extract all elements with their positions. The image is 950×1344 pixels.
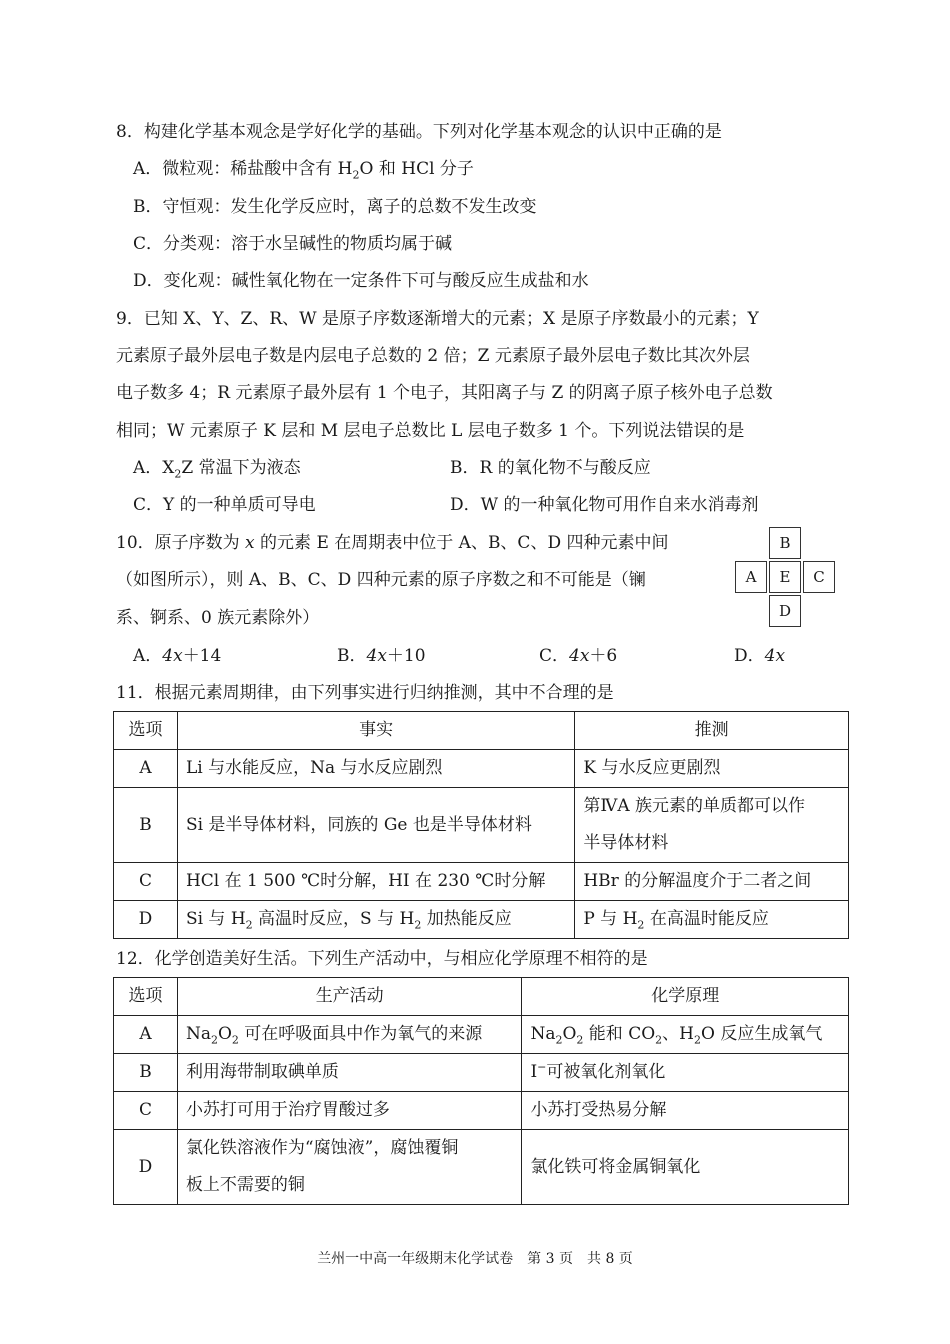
table-row — [114, 863, 849, 901]
header-inference: 推测 — [575, 712, 849, 750]
q10-option-c: C．4x＋6 — [539, 646, 618, 666]
q11-stem: 11．根据元素周期律，由下列事实进行归纳推测，其中不合理的是 — [116, 683, 614, 703]
row-fact: Si 是半导体材料，同族的 Ge 也是半导体材料 — [177, 788, 574, 863]
row-principle: $Na_2O_2$ 能和 $CO_2$、$H_2O$ 反应生成氧气 — [522, 1016, 849, 1054]
row-fact: HCl 在 1 500 ℃时分解，HI 在 230 ℃时分解 — [177, 863, 574, 901]
periodic-position-diagram — [733, 527, 837, 629]
row-inference: HBr 的分解温度介于二者之间 — [575, 863, 849, 901]
page-footer: 兰州一中高一年级期末化学试卷 第 3 页 共 8 页 — [317, 1251, 633, 1267]
header-principle: 化学原理 — [522, 978, 849, 1016]
row-activity: 氯化铁溶液作为“腐蚀液”，腐蚀覆铜 板上不需要的铜 — [177, 1130, 522, 1205]
q10-stem-line2: （如图所示），则 A、B、C、D 四种元素的原子序数之和不可能是（镧 — [116, 570, 646, 590]
table-row — [114, 1016, 849, 1054]
row-option: A — [114, 1016, 178, 1054]
q9-option-c: C．Y 的一种单质可导电 — [133, 495, 316, 515]
q8-option-c: C．分类观：溶于水呈碱性的物质均属于碱 — [133, 234, 453, 254]
q12-table — [113, 977, 849, 1205]
q10-stem-line1: 10．原子序数为 x 的元素 E 在周期表中位于 A、B、C、D 四种元素中间 — [116, 533, 669, 553]
table-row — [114, 1054, 849, 1092]
q8-option-a: A．微粒观：稀盐酸中含有 $H_2O$ 和 HCl 分子 — [133, 159, 474, 182]
row-inference: 第ⅣA 族元素的单质都可以作 半导体材料 — [575, 788, 849, 863]
q12-stem: 12．化学创造美好生活。下列生产活动中，与相应化学原理不相符的是 — [116, 949, 648, 969]
q8-stem: 8．构建化学基本观念是学好化学的基础。下列对化学基本观念的认识中正确的是 — [116, 122, 722, 142]
row-option: A — [114, 750, 178, 788]
q9-stem-line: 相同；W 元素原子 K 层和 M 层电子总数比 L 层电子数多 1 个。下列说法错误的是 — [116, 421, 745, 441]
row-inference: K 与水反应更剧烈 — [575, 750, 849, 788]
table-row — [114, 788, 849, 863]
table-header-row — [114, 712, 849, 750]
diagram-cell-a: A — [735, 561, 767, 593]
diagram-cell-b: B — [769, 527, 801, 559]
table-header-row — [114, 978, 849, 1016]
row-activity: $Na_2O_2$ 可在呼吸面具中作为氧气的来源 — [177, 1016, 522, 1054]
q8-option-d: D．变化观：碱性氧化物在一定条件下可与酸反应生成盐和水 — [133, 271, 589, 291]
q9-stem-line: 电子数多 4；R 元素原子最外层有 1 个电子，其阳离子与 Z 的阴离子原子核外电子总数 — [116, 383, 773, 403]
q9-option-a: A．$X_2Z$ 常温下为液态 — [133, 458, 301, 481]
row-activity: 利用海带制取碘单质 — [177, 1054, 522, 1092]
row-option: B — [114, 1054, 178, 1092]
q10-stem-line3: 系、锕系、0 族元素除外） — [116, 608, 320, 628]
table-row — [114, 750, 849, 788]
row-option: D — [114, 901, 178, 939]
row-option: B — [114, 788, 178, 863]
diagram-cell-c: C — [803, 561, 835, 593]
row-fact: Li 与水能反应，Na 与水反应剧烈 — [177, 750, 574, 788]
row-option: C — [114, 1092, 178, 1130]
q10-option-b: B．4x＋10 — [337, 646, 426, 666]
row-fact: Si 与 $H_2$ 高温时反应，S 与 $H_2$ 加热能反应 — [177, 901, 574, 939]
header-option: 选项 — [114, 978, 178, 1016]
diagram-cell-e: E — [769, 561, 801, 593]
q9-stem-line: 元素原子最外层电子数是内层电子总数的 2 倍；Z 元素原子最外层电子数比其次外层 — [116, 346, 750, 366]
q9-option-d: D．W 的一种氧化物可用作自来水消毒剂 — [450, 495, 759, 515]
diagram-cell-d: D — [769, 595, 801, 627]
q9-option-b: B．R 的氧化物不与酸反应 — [450, 458, 651, 478]
table-row — [114, 1130, 849, 1205]
table-row — [114, 901, 849, 939]
q9-stem-line: 9．已知 X、Y、Z、R、W 是原子序数逐渐增大的元素；X 是原子序数最小的元素；Y — [116, 309, 759, 329]
table-row — [114, 1092, 849, 1130]
row-principle: 小苏打受热易分解 — [522, 1092, 849, 1130]
header-option: 选项 — [114, 712, 178, 750]
header-fact: 事实 — [177, 712, 574, 750]
q8-option-b: B．守恒观：发生化学反应时，离子的总数不发生改变 — [133, 197, 537, 217]
q11-table — [113, 711, 849, 939]
row-inference: P 与 $H_2$ 在高温时能反应 — [575, 901, 849, 939]
q10-option-d: D．4x — [734, 646, 786, 666]
row-activity: 小苏打可用于治疗胃酸过多 — [177, 1092, 522, 1130]
row-option: D — [114, 1130, 178, 1205]
q10-option-a: A．4x＋14 — [133, 646, 222, 666]
header-activity: 生产活动 — [177, 978, 522, 1016]
row-principle: 氯化铁可将金属铜氧化 — [522, 1130, 849, 1205]
row-principle: I−可被氧化剂氧化 — [522, 1054, 849, 1092]
row-option: C — [114, 863, 178, 901]
